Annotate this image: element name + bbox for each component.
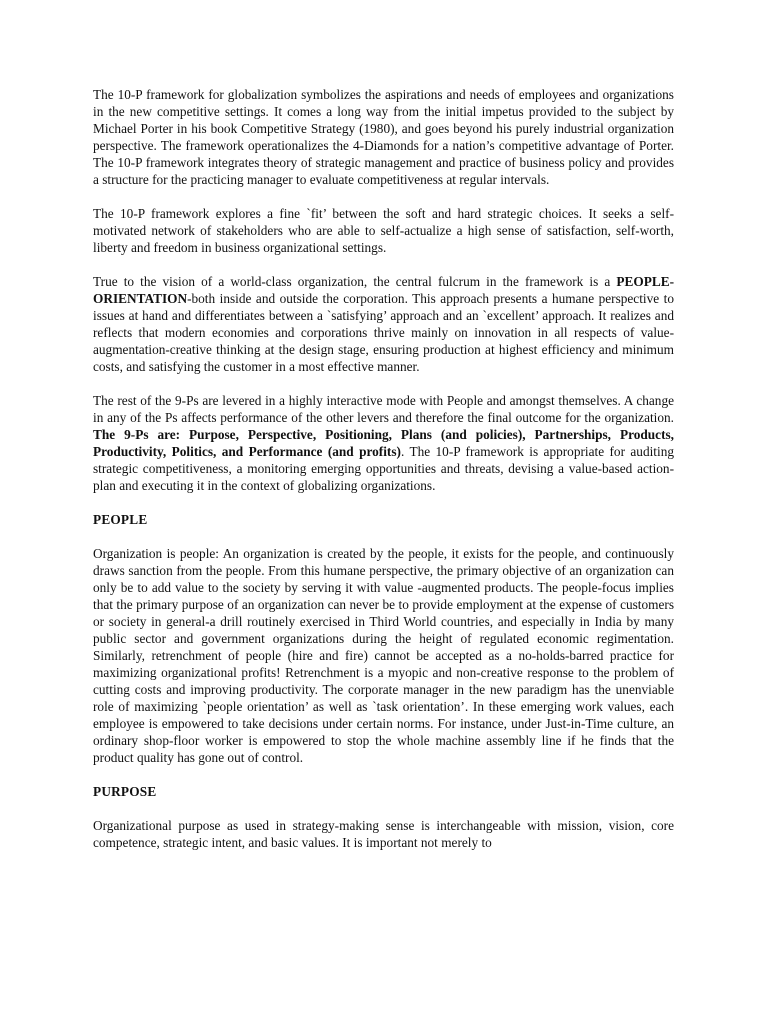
purpose-paragraph: Organizational purpose as used in strategy-making sense is interchangeable with mission, vision, core competence, strategic intent, and basic values. It is important not merely to bbox=[93, 818, 674, 850]
p4-text-start: The rest of the 9-Ps are levered in a highly interactive mode with People and amongst themselves. A change in any of the Ps affects performance of the other levers and therefore the final outcome for the organization. bbox=[93, 393, 674, 425]
fit-paragraph: The 10-P framework explores a fine `fit’ between the soft and hard strategic choices. It seeks a self-motivated network of stakeholders who are able to self-actualize a high sense of satisfaction, self-worth, liberty and freedom in business organizational settings. bbox=[93, 206, 674, 255]
people-orientation-paragraph bbox=[93, 273, 674, 375]
nine-ps-list: The 9-Ps are: Purpose, Perspective, Positioning, Plans (and policies), Partnerships, Products, Productivity, Politics, and Performance (and profits) bbox=[93, 427, 674, 459]
purpose-heading: PURPOSE bbox=[93, 784, 157, 799]
p3-text-start: True to the vision of a world-class organization, the central fulcrum in the framework is a bbox=[93, 274, 617, 289]
intro-paragraph: The 10-P framework for globalization symbolizes the aspirations and needs of employees and organizations in the new competitive settings. It comes a long way from the initial impetus provided to the subject by Michael Porter in his book Competitive Strategy (1980), and goes beyond his purely industrial organization perspective. The framework operationalizes the 4-Diamonds for a nation’s competitive advantage of Porter. The 10-P framework integrates theory of strategic management and practice of business policy and provides a structure for the practicing manager to evaluate competitiveness at regular intervals. bbox=[93, 87, 674, 187]
p4-text-end: . The 10-P framework is appropriate for auditing strategic competitiveness, a monitoring emerging opportunities and threats, devising a value-based action-plan and executing it in the context of globalizing organizations. bbox=[93, 444, 674, 493]
document-page bbox=[93, 86, 674, 868]
people-heading: PEOPLE bbox=[93, 512, 148, 527]
people-orientation-term: PEOPLE-ORIENTATION bbox=[93, 274, 674, 306]
p3-text-end: -both inside and outside the corporation. This approach presents a humane perspective to issues at hand and differentiates between a `satisfying’ approach and an `excellent’ approach. It realizes and reflects that modern economies and corporations thrive mainly on innovation in all respects of value-augmentation-creative thinking at the design stage, ensuring production at highest efficiency and minimum costs, and satisfying the customer in a most effective manner. bbox=[93, 291, 674, 374]
people-paragraph: Organization is people: An organization is created by the people, it exists for the people, and continuously draws sanction from the people. From this humane perspective, the primary objective of an organization can only be to add value to the society by serving it with value -augmented products. The people-focus implies that the primary purpose of an organization can never be to provide employment at the expense of customers or society in general-a drill routinely exercised in Third World countries, and especially in India by many public sector and government organizations during the height of regulated economic regimentation. Similarly, retrenchment of people (hire and fire) cannot be accepted as a no-holds-barred practice for maximizing organizational profits! Retrenchment is a myopic and non-creative response to the problem of cutting costs and improving productivity. The corporate manager in the new paradigm has the unenviable role of maximizing `people orientation’ as well as `task orientation’. In these emerging work values, each employee is empowered to take decisions under certain norms. For instance, under Just-in-Time culture, an ordinary shop-floor worker is empowered to stop the whole machine assembly line if he finds that the product quality has gone out of control. bbox=[93, 546, 674, 765]
nine-ps-paragraph bbox=[93, 392, 674, 494]
